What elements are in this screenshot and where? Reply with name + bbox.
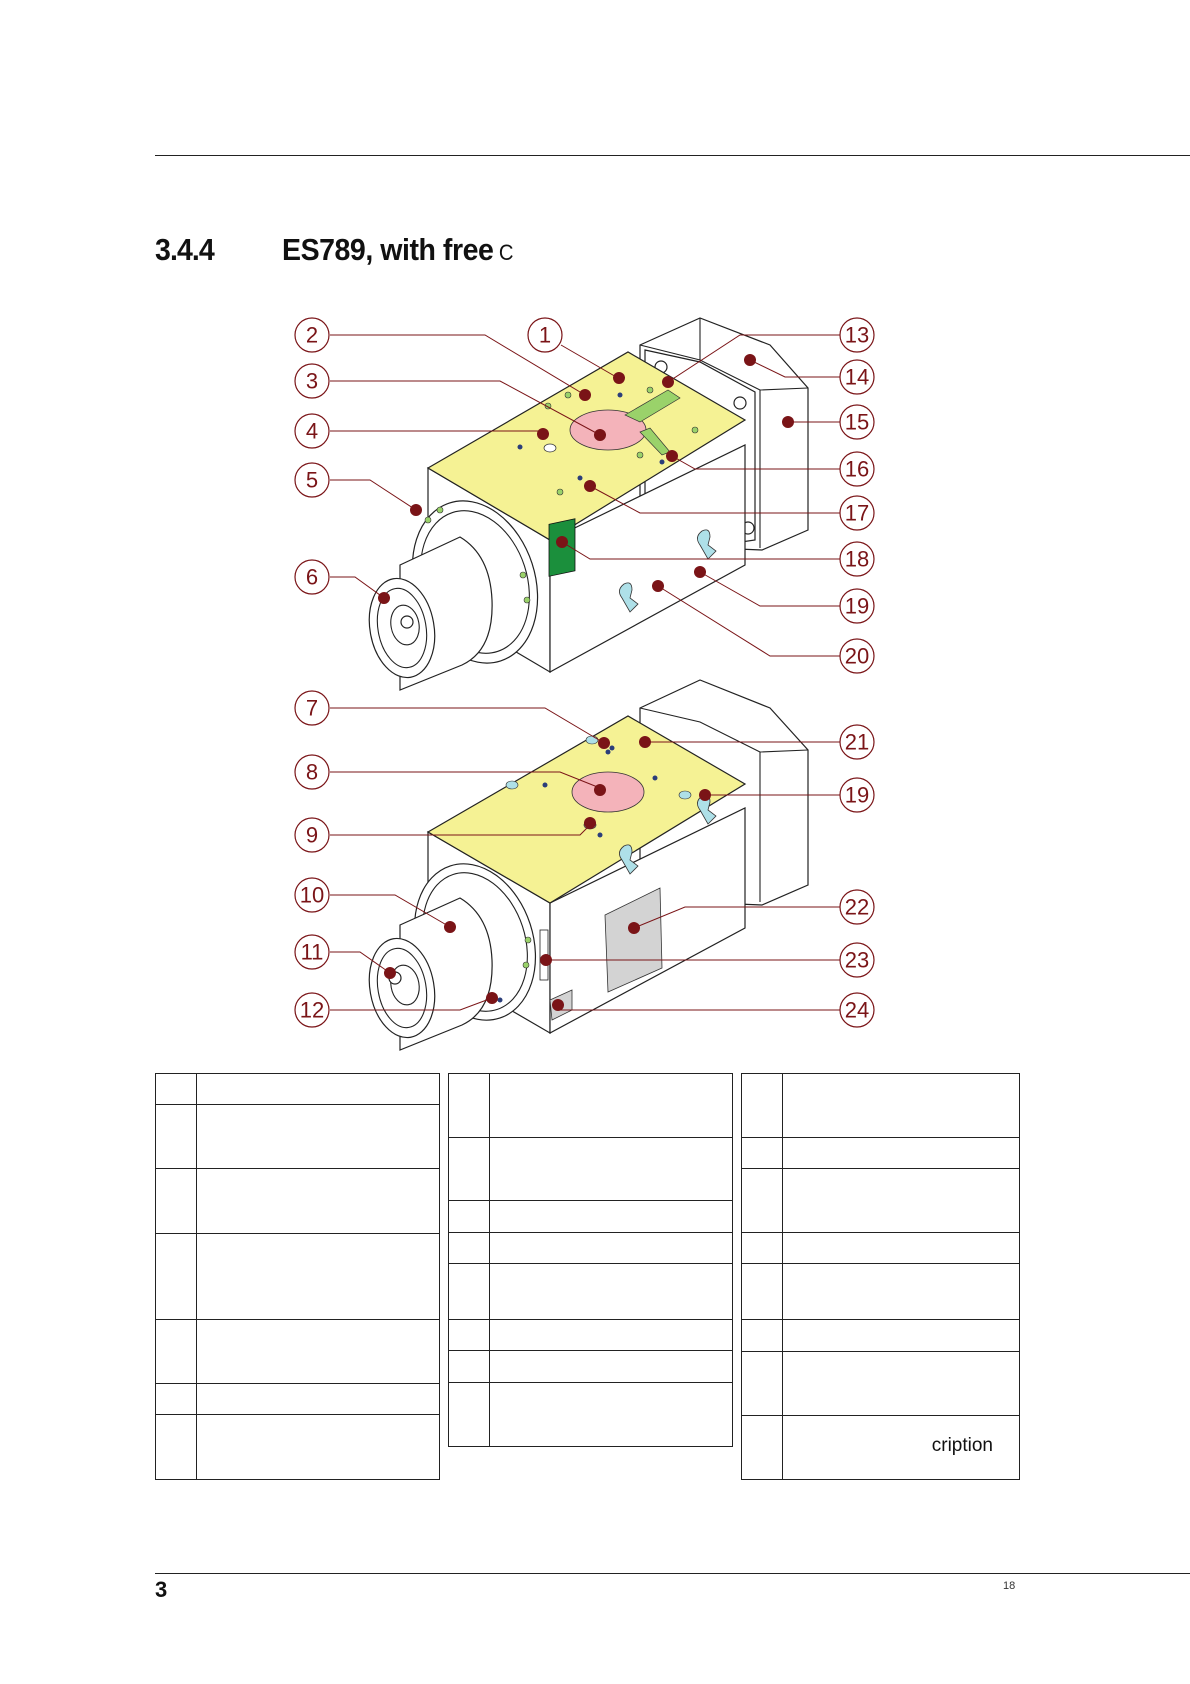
table-cell — [742, 1352, 783, 1416]
callout-16 — [840, 452, 874, 486]
callout-19a — [840, 589, 874, 623]
table-cell — [449, 1201, 490, 1233]
callout-22 — [840, 890, 874, 924]
callout-10 — [295, 878, 329, 912]
svg-text:18: 18 — [844, 546, 870, 572]
svg-text:4: 4 — [305, 418, 319, 444]
table-cell — [490, 1320, 733, 1351]
table-cell — [490, 1201, 733, 1233]
svg-text:5: 5 — [305, 467, 319, 493]
table-cell — [197, 1169, 440, 1234]
table-cell — [156, 1105, 197, 1169]
section-number: 3.4.4 — [155, 232, 214, 267]
footer-chapter-number: 3 — [155, 1577, 168, 1602]
callout-20 — [840, 639, 874, 673]
table-cell — [742, 1074, 783, 1138]
svg-text:8: 8 — [305, 759, 319, 785]
svg-text:16: 16 — [844, 456, 870, 482]
legend-table-2 — [448, 1073, 733, 1447]
table-cell — [490, 1138, 733, 1201]
svg-text:10: 10 — [299, 882, 325, 908]
svg-text:13: 13 — [844, 322, 870, 348]
table-cell — [449, 1264, 490, 1320]
section-title-text: ES789, with free — [282, 232, 494, 267]
table-cell — [449, 1233, 490, 1264]
table-cell — [742, 1169, 783, 1233]
callout-11 — [295, 935, 329, 969]
callout-2 — [295, 318, 329, 352]
table-cell — [197, 1234, 440, 1320]
callout-1 — [528, 318, 562, 352]
section-title-tail: C — [498, 240, 514, 265]
svg-text:22: 22 — [844, 894, 870, 920]
svg-text:3: 3 — [305, 368, 319, 394]
table-cell — [490, 1351, 733, 1383]
callout-13 — [840, 318, 874, 352]
table-cell — [490, 1264, 733, 1320]
table-cell — [742, 1138, 783, 1169]
callout-12 — [295, 993, 329, 1027]
table-cell — [783, 1138, 1020, 1169]
table-cell — [197, 1320, 440, 1384]
legend-table-1 — [155, 1073, 440, 1480]
svg-text:14: 14 — [844, 364, 870, 390]
svg-text:19: 19 — [844, 593, 870, 619]
svg-text:23: 23 — [844, 947, 870, 973]
table-cell — [783, 1233, 1020, 1264]
svg-text:2: 2 — [305, 322, 319, 348]
callout-23 — [840, 943, 874, 977]
table-cell — [783, 1416, 1020, 1480]
table-cell — [156, 1384, 197, 1415]
callout-3 — [295, 364, 329, 398]
svg-text:7: 7 — [305, 695, 319, 721]
callout-18 — [840, 542, 874, 576]
callout-7 — [295, 691, 329, 725]
table-cell — [449, 1074, 490, 1138]
svg-text:17: 17 — [844, 500, 870, 526]
table-cell — [156, 1234, 197, 1320]
table-cell — [742, 1320, 783, 1352]
table-cell — [783, 1264, 1020, 1320]
callout-6 — [295, 560, 329, 594]
callout-24 — [840, 993, 874, 1027]
page-number: 18 — [1003, 1580, 1016, 1592]
footer-rule — [155, 1573, 1190, 1574]
table-cell — [449, 1351, 490, 1383]
table-cell — [449, 1320, 490, 1351]
table-cell — [742, 1416, 783, 1480]
callout-19b — [840, 778, 874, 812]
callout-21 — [840, 725, 874, 759]
callout-14 — [840, 360, 874, 394]
table-cell — [197, 1105, 440, 1169]
svg-text:11: 11 — [300, 939, 324, 965]
svg-text:12: 12 — [299, 997, 325, 1023]
table-cell — [156, 1320, 197, 1384]
svg-text:21: 21 — [844, 729, 870, 755]
table-cell — [742, 1264, 783, 1320]
callout-4 — [295, 414, 329, 448]
svg-text:19: 19 — [844, 782, 870, 808]
table-cell — [742, 1233, 783, 1264]
table-cell — [449, 1383, 490, 1447]
lower-spindle — [362, 680, 808, 1050]
svg-text:1: 1 — [538, 322, 552, 348]
callout-15 — [840, 405, 874, 439]
table-cell — [783, 1169, 1020, 1233]
svg-text:15: 15 — [844, 409, 870, 435]
callout-8 — [295, 755, 329, 789]
table-cell — [156, 1415, 197, 1480]
svg-text:20: 20 — [844, 643, 870, 669]
callout-5 — [295, 463, 329, 497]
table-cell — [449, 1138, 490, 1201]
table-cell — [156, 1074, 197, 1105]
svg-text:6: 6 — [305, 564, 319, 590]
legend-table-3 — [741, 1073, 1020, 1480]
table-cell — [783, 1320, 1020, 1352]
table-cell — [197, 1384, 440, 1415]
table-cell — [197, 1415, 440, 1480]
callout-9 — [295, 818, 329, 852]
svg-text:9: 9 — [305, 822, 319, 848]
table-cell — [490, 1383, 733, 1447]
table-cell — [156, 1169, 197, 1234]
table-cell — [783, 1352, 1020, 1416]
table-cell — [197, 1074, 440, 1105]
callout-17 — [840, 496, 874, 530]
svg-text:24: 24 — [844, 997, 870, 1023]
table-cell — [490, 1074, 733, 1138]
table-cell — [490, 1233, 733, 1264]
upper-spindle — [362, 318, 808, 690]
description-label: cription — [931, 1435, 993, 1456]
table-cell — [783, 1074, 1020, 1138]
